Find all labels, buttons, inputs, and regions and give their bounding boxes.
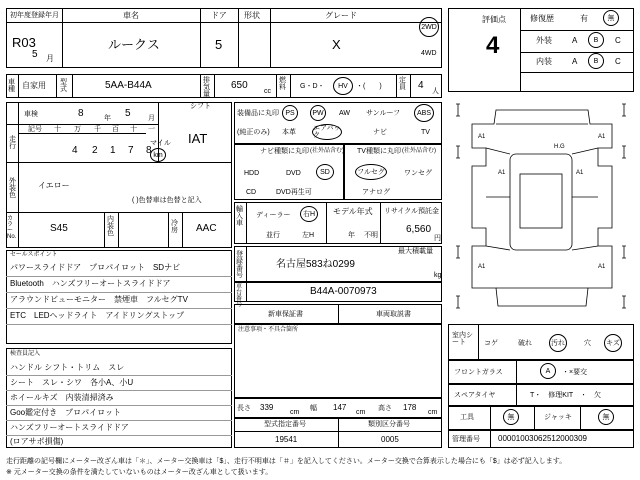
shift: IAT <box>188 131 208 146</box>
inspector-label: 検査員記入 <box>10 351 41 357</box>
score-value: 4 <box>486 32 500 59</box>
front-glass-other: ・×要交 <box>562 369 588 376</box>
tools-none-circle <box>503 409 519 425</box>
mileage-digit-5: 8 <box>146 145 152 156</box>
seat-dirt-circle <box>549 334 567 352</box>
seat-dirt: 汚れ <box>551 339 565 347</box>
seat-tear: 破れ <box>518 340 532 347</box>
mark-a1-rear-right: A1 <box>598 264 606 270</box>
equip-abs: ABS <box>416 109 431 117</box>
sales-line-3: アラウンドビューモニター 禁煙車 フルセグTV <box>10 295 188 304</box>
chassis-number: B44A-0070973 <box>310 286 377 297</box>
import-dealer: ディーラー <box>256 212 291 219</box>
width-label: 幅 <box>310 405 317 412</box>
mileage-digit-4: 7 <box>128 145 134 156</box>
tv-analog: アナログ <box>362 189 390 196</box>
model-year-unit: 年 <box>348 232 355 239</box>
displacement-unit: cc <box>264 88 271 95</box>
navi-sub: (社外品含む) <box>310 148 344 154</box>
inspection-label: 車検 <box>24 111 38 118</box>
mileage-digit-1: 4 <box>72 145 78 156</box>
fuel-hv-circle <box>333 77 353 95</box>
registration-number: 名古屋583ね0299 <box>276 259 355 270</box>
first-reg-label: 初年度登録年月 <box>10 12 59 19</box>
navi-cd: CD <box>246 189 257 196</box>
fuel-options: G・D・ <box>300 83 325 90</box>
equip-airbag-circle <box>312 124 342 140</box>
vehicle-use: 自家用 <box>22 81 46 90</box>
new-car-warranty: 新車保証書 <box>268 311 303 318</box>
vehicle-type-label: 車種 <box>8 79 15 93</box>
drive-2wd-circle <box>419 17 439 37</box>
type-designation: 19541 <box>275 435 298 444</box>
ac-label: 冷房 <box>171 220 178 234</box>
recycle: 6,560 <box>406 224 432 235</box>
mileage-digit-3: 1 <box>110 145 116 156</box>
tools-label: 工具 <box>460 414 474 421</box>
tv-fullseg-circle <box>355 164 387 180</box>
repair-no: 無 <box>607 14 615 22</box>
drive-4wd: 4WD <box>421 50 437 57</box>
color-code: S45 <box>50 223 68 234</box>
recycle-label: リサイクル預託金 <box>384 208 440 215</box>
mileage-col-hundred: 百 <box>112 126 119 133</box>
exterior-color-label: 外装色 <box>9 178 16 199</box>
mark-hg: H.G <box>554 144 565 150</box>
displacement: 650 <box>231 80 248 91</box>
recycle-unit: 円 <box>434 235 441 242</box>
mileage-col-ten: 十 <box>130 126 137 133</box>
class-number: 0005 <box>381 435 399 444</box>
mark-a1-side-left: A1 <box>498 170 506 176</box>
equip-pw: PW <box>312 109 324 117</box>
mileage-label: 走行 <box>9 136 16 150</box>
equip-sunroof: サンルーフ <box>366 110 401 117</box>
exterior-grade-a: A <box>572 36 578 45</box>
navi-sd: SD <box>320 168 330 176</box>
capacity: 4 <box>418 80 424 91</box>
navi-title: ナビ種類に丸印 <box>260 148 309 155</box>
equip-navi: ナビ <box>373 129 387 136</box>
color-code-label: カラーNo. <box>7 216 17 240</box>
interior-grade-label: 内装 <box>536 57 552 66</box>
height: 178 <box>403 403 417 412</box>
height-unit: cm <box>428 409 438 416</box>
spare-tire-items: T・ 修理KIT ・ 欠 <box>530 392 602 399</box>
exterior-grade-label: 外装 <box>536 36 552 45</box>
front-glass-a: A <box>545 367 551 375</box>
jack-none-circle <box>598 409 614 425</box>
management-number: 00001003062512000309 <box>498 434 587 443</box>
first-reg-month-unit: 月 <box>46 54 54 63</box>
height-label: 高さ <box>378 405 392 412</box>
capacity-unit: 人 <box>432 88 439 95</box>
equip-ps-circle <box>282 105 298 121</box>
inspector-line-1: ハンドル シフト・トリム スレ <box>10 363 125 372</box>
repair-label: 修復歴 <box>530 14 554 23</box>
width: 147 <box>333 403 347 412</box>
interior-grade-a: A <box>572 57 578 66</box>
equip-ps: PS <box>285 109 295 117</box>
capacity-label: 定員 <box>399 77 406 91</box>
spare-tire-label: スペアタイヤ <box>454 392 496 399</box>
shift-label: シフト <box>190 103 211 110</box>
equip-leather: 本革 <box>282 129 296 136</box>
interior-color-label: 内装色 <box>107 216 114 237</box>
model-label: 型式 <box>60 79 67 93</box>
exterior-grade-c: C <box>615 36 621 45</box>
repair-yes: 有 <box>580 14 588 23</box>
tv-fullseg: フルセグ <box>357 168 385 176</box>
car-name-label: 車名 <box>123 11 139 20</box>
type-designation-label: 型式指定番号 <box>264 421 306 428</box>
management-label: 管理番号 <box>452 436 480 443</box>
tv-oneseg: ワンセグ <box>404 170 432 177</box>
seat-hole: 穴 <box>584 340 591 347</box>
max-load-unit: kg <box>434 272 442 279</box>
door-label: ドア <box>211 11 227 20</box>
max-load-label: 最大積載量 <box>398 248 433 255</box>
tools-none: 無 <box>507 413 515 421</box>
seat-scratch: キズ <box>606 339 620 347</box>
sales-points-label: セールスポイント <box>10 252 58 258</box>
handle-left: 左H <box>302 232 315 239</box>
length-unit: cm <box>290 409 300 416</box>
mileage-unit-km: km <box>153 151 163 159</box>
exterior-grade-b: B <box>593 36 599 44</box>
first-reg-era: R03 <box>12 35 36 50</box>
grade-label: グレード <box>325 11 357 20</box>
tv-title: TV種類に丸印 <box>357 148 401 155</box>
handle-right: 右H <box>302 210 316 218</box>
grade: X <box>332 37 341 52</box>
mileage-col-ten-thousand-ten: 十 <box>54 126 61 133</box>
first-reg-month: 5 <box>32 49 38 60</box>
mark-a1-side-right: A1 <box>576 170 584 176</box>
navi-dvd-play: DVD再生可 <box>276 189 312 196</box>
interior-grade-c: C <box>615 57 621 66</box>
fuel-hv: HV <box>338 82 348 90</box>
equipment-title: 装備品に丸印 <box>237 110 279 117</box>
shape-label: 形状 <box>244 11 260 20</box>
import-label: 輸入車 <box>236 206 243 227</box>
interior-grade-b: B <box>593 57 599 65</box>
exterior-grade-b-circle <box>588 32 604 48</box>
ac: AAC <box>196 223 217 234</box>
jack-label: ジャッキ <box>544 414 572 421</box>
mileage-col-one: 一 <box>148 126 155 133</box>
model-year-label: モデル年式 <box>333 207 373 216</box>
inspection-year-unit: 年 <box>104 115 111 122</box>
sales-line-2: Bluetooth ハンズフリーオートスライドドア <box>10 279 171 288</box>
equip-tv: TV <box>421 129 430 136</box>
seat-scratch-circle <box>604 334 622 352</box>
model-year-unknown: 不明 <box>364 232 378 239</box>
interior-seat-label: 室内シート <box>452 332 473 346</box>
notes-label: 注意事項・不具合箇所 <box>238 327 299 333</box>
navi-dvd: DVD <box>286 170 301 177</box>
repair-no-circle <box>603 10 619 26</box>
mileage-unit-mile: マイル <box>150 140 171 147</box>
score-label: 評価点 <box>482 15 506 24</box>
manual: 車両取説書 <box>376 311 411 318</box>
interior-grade-b-circle <box>588 53 604 69</box>
drive-2wd: 2WD <box>421 23 437 31</box>
fuel-rest: ・( ) <box>356 83 382 90</box>
navi-hdd: HDD <box>244 170 260 177</box>
tv-sub: (社外品含む) <box>402 148 436 154</box>
inspector-line-5: ハンズフリーオートスライドドア <box>10 423 129 432</box>
inspector-line-6: (ロアサポ損傷) <box>10 437 64 446</box>
displacement-label: 排気量 <box>203 77 210 98</box>
equip-aw: AW <box>339 110 351 117</box>
model: 5AA-B44A <box>105 80 152 91</box>
mark-a1-front-left: A1 <box>478 134 486 140</box>
equip-airbag: エアバック <box>313 125 341 139</box>
inspection-year: 8 <box>78 108 84 119</box>
handle-right-circle <box>300 206 318 222</box>
equip-pw-circle <box>310 105 326 121</box>
exterior-color: イエロー <box>38 181 70 190</box>
sales-line-4: ETC LEDヘッドライト アイドリングストップ <box>10 311 185 320</box>
inspector-line-4: Goo鑑定付き プロパイロット <box>10 408 121 417</box>
mileage-col-code: 記号 <box>28 126 42 133</box>
navi-sd-circle <box>316 164 334 180</box>
inspection-month-unit: 月 <box>148 115 155 122</box>
footer-note-1: 走行距離の記号欄にメーター改ざん車は「＊」、メーター交換車は「$」、走行不明車は「＃」を記入してください。メーター交換で合算表示した場合にも「$」は必ず記入します。 <box>6 458 567 465</box>
mileage-digit-2: 2 <box>92 145 98 156</box>
equipment-subtitle: (純正のみ) <box>237 129 270 136</box>
damage-diagram <box>448 96 634 322</box>
mileage-col-thousand: 千 <box>94 126 101 133</box>
sales-line-1: パワースライドドア プロパイロット SDナビ <box>10 263 181 272</box>
length: 339 <box>260 403 274 412</box>
inspection-month: 5 <box>125 108 131 119</box>
inspector-line-3: ホイールキズ 内装清掃済み <box>10 393 114 402</box>
equip-abs-circle <box>414 104 434 122</box>
mark-a1-front-right: A1 <box>598 134 606 140</box>
car-name: ルークス <box>108 37 160 52</box>
registration-label: 登録番号 <box>236 251 243 279</box>
front-glass-a-circle <box>540 363 556 379</box>
width-unit: cm <box>356 409 366 416</box>
class-number-label: 類別区分番号 <box>368 421 410 428</box>
seat-burn: コゲ <box>484 340 498 347</box>
length-label: 長さ <box>237 405 251 412</box>
mark-a1-rear-left: A1 <box>478 264 486 270</box>
inspector-line-2: シート スレ・シワ 各小A、小U <box>10 378 134 387</box>
footer-note-2: ※ 元メーター交換の条件を満たしていないものはメーター改ざん車として扱います。 <box>6 469 273 476</box>
mileage-col-ten-thousand: 万 <box>74 126 81 133</box>
exterior-color-note: ( )色替車は色替と記入 <box>132 197 202 204</box>
front-glass-label: フロントガラス <box>454 369 503 376</box>
import-parallel: 並行 <box>266 232 280 239</box>
mileage-km-circle <box>150 148 166 162</box>
chassis-label: 車台番号 <box>236 284 243 308</box>
fuel-label: 燃料 <box>279 77 286 91</box>
jack-none: 無 <box>602 413 610 421</box>
notes-block <box>234 324 442 398</box>
door-count: 5 <box>215 37 223 52</box>
